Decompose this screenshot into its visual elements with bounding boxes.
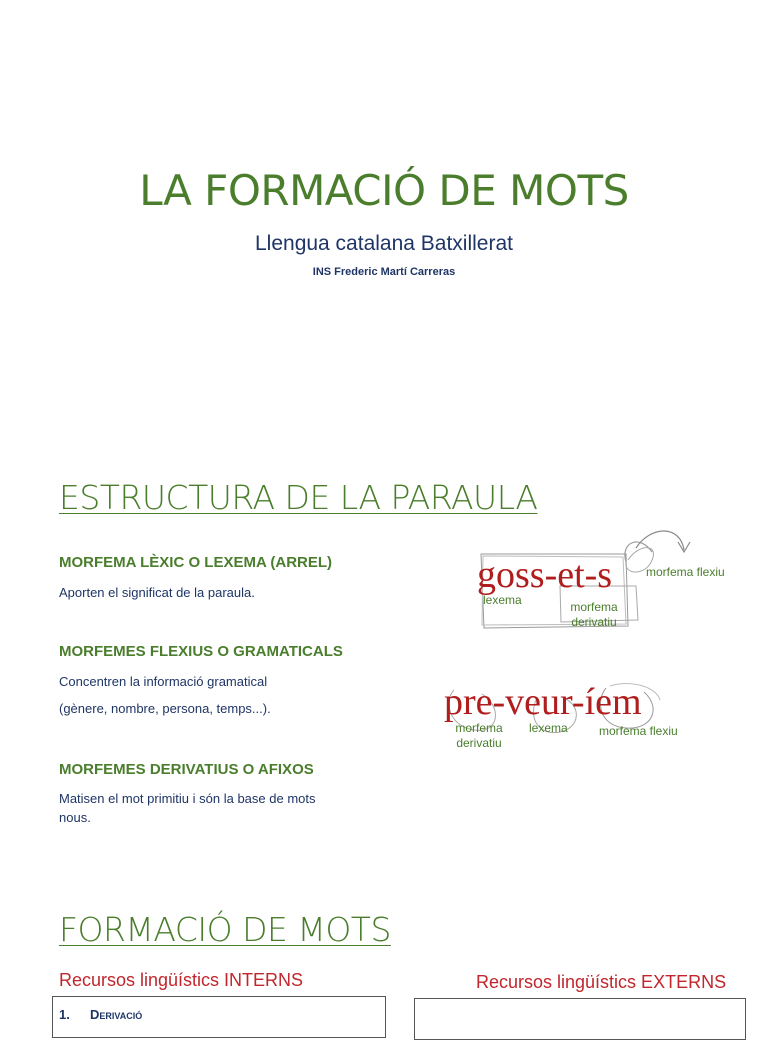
section-title-estructura: ESTRUCTURA DE LA PARAULA xyxy=(59,478,538,517)
example2-label-flexiu: morfema flexiu xyxy=(599,724,678,738)
example1-label-flexiu: morfema flexiu xyxy=(646,565,725,579)
interns-box xyxy=(52,996,386,1038)
flexius-heading: MORFEMES FLEXIUS O GRAMATICALS xyxy=(59,643,343,660)
school-name: INS Frederic Martí Carreras xyxy=(312,266,456,278)
externs-box xyxy=(414,998,746,1040)
example1-label-derivatiu: morfema derivatiu xyxy=(570,600,618,629)
flexius-description-line1: Concentren la informació gramatical xyxy=(59,674,268,689)
section-title-formacio: FORMACIÓ DE MOTS xyxy=(59,910,391,949)
page-title: LA FORMACIÓ DE MOTS xyxy=(139,166,629,215)
derivatius-description-line1: Matisen el mot primitiu i són la base de mots xyxy=(59,791,316,806)
interns-heading: Recursos lingüístics INTERNS xyxy=(59,970,304,990)
example2-label-derivatiu: morfema derivatiu xyxy=(455,721,503,750)
flexius-description-line2: (gènere, nombre, persona, temps...). xyxy=(59,701,271,716)
derivacio-number: 1. xyxy=(59,1007,70,1022)
example1-label-lexema: lexema xyxy=(483,593,522,607)
derivatius-heading: MORFEMES DERIVATIUS O AFIXOS xyxy=(59,761,314,778)
lexema-heading: MORFEMA LÈXIC O LEXEMA (ARREL) xyxy=(59,554,333,571)
derivatius-description-line2: nous. xyxy=(59,810,91,825)
example2-label-lexema: lexema xyxy=(529,721,568,735)
example1-word: goss-et-s xyxy=(477,554,613,596)
derivacio-label: Derivació xyxy=(90,1007,143,1022)
lexema-description: Aporten el significat de la paraula. xyxy=(59,585,255,600)
example2-word: pre-veur-íem xyxy=(444,681,642,723)
subtitle: Llengua catalana Batxillerat xyxy=(254,232,513,255)
externs-heading: Recursos lingüístics EXTERNS xyxy=(476,972,727,992)
